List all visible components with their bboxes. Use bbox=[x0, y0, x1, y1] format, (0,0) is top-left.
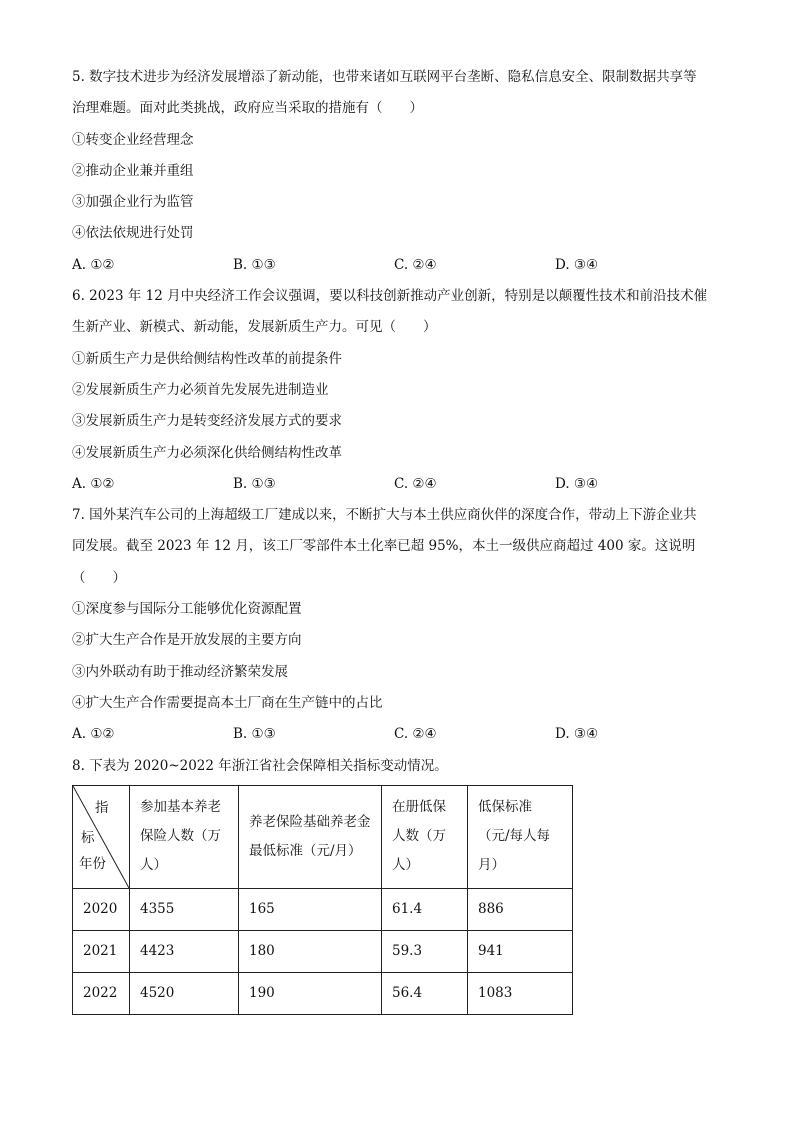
table-cell: 4355 bbox=[130, 888, 239, 930]
option-c[interactable]: C. ②④ bbox=[394, 256, 437, 273]
table-cell-year: 2020 bbox=[73, 888, 130, 930]
statement-item: ④依法依规进行处罚 bbox=[72, 225, 194, 242]
question-stem-line: 6. 2023 年 12 月中央经济工作会议强调，要以科技创新推动产业创新，特别是以颠覆性技术和前沿技术催 bbox=[72, 288, 708, 305]
table-row bbox=[73, 888, 573, 930]
table-cell: 4423 bbox=[130, 930, 239, 972]
table-cell: 1083 bbox=[468, 972, 573, 1014]
answer-options bbox=[72, 469, 732, 500]
diagonal-header-cell bbox=[73, 785, 130, 888]
corner-label-top: 标 bbox=[81, 829, 95, 846]
question-5 bbox=[72, 62, 732, 281]
table-cell: 941 bbox=[468, 930, 573, 972]
option-b[interactable]: B. ①③ bbox=[233, 726, 276, 743]
option-a[interactable]: A. ①② bbox=[72, 475, 115, 492]
question-stem-line: 同发展。截至 2023 年 12 月，该工厂零部件本土化率已超 95%，本土一级供应商超过 400 家。这说明 bbox=[72, 538, 696, 555]
statement-item: ①新质生产力是供给侧结构性改革的前提条件 bbox=[72, 350, 342, 367]
table-cell: 190 bbox=[239, 972, 382, 1014]
table-cell: 4520 bbox=[130, 972, 239, 1014]
option-d[interactable]: D. ③④ bbox=[555, 475, 599, 492]
option-a[interactable]: A. ①② bbox=[72, 256, 115, 273]
option-c[interactable]: C. ②④ bbox=[394, 726, 437, 743]
option-a[interactable]: A. ①② bbox=[72, 726, 115, 743]
statement-item: ④扩大生产合作需要提高本土厂商在生产链中的占比 bbox=[72, 694, 383, 711]
option-d[interactable]: D. ③④ bbox=[555, 726, 599, 743]
question-stem-line: 治理难题。面对此类挑战，政府应当采取的措施有（ ） bbox=[72, 100, 423, 117]
statement-item: ③内外联动有助于推动经济繁荣发展 bbox=[72, 663, 288, 680]
corner-label-bottom: 年份 bbox=[79, 855, 106, 872]
exam-page bbox=[72, 62, 732, 1015]
question-7 bbox=[72, 500, 732, 750]
column-header: 在册低保人数（万人） bbox=[382, 785, 468, 888]
question-6 bbox=[72, 281, 732, 500]
column-header: 参加基本养老保险人数（万人） bbox=[130, 785, 239, 888]
option-c[interactable]: C. ②④ bbox=[394, 475, 437, 492]
question-8 bbox=[72, 751, 732, 1015]
statement-item: ③发展新质生产力是转变经济发展方式的要求 bbox=[72, 413, 342, 430]
question-stem-line: 5. 数字技术进步为经济发展增添了新动能，也带来诸如互联网平台垄断、隐私信息安全、限制数据共享等 bbox=[72, 69, 697, 85]
column-header: 低保标准（元/每人每月） bbox=[468, 785, 573, 888]
corner-label-top: 指 bbox=[95, 799, 109, 816]
statement-item: ②发展新质生产力必须首先发展先进制造业 bbox=[72, 381, 329, 398]
answer-options bbox=[72, 250, 732, 281]
statement-item: ②扩大生产合作是开放发展的主要方向 bbox=[72, 632, 302, 649]
column-header: 养老保险基础养老金最低标准（元/月） bbox=[239, 785, 382, 888]
statement-item: ②推动企业兼并重组 bbox=[72, 162, 194, 179]
table-cell: 61.4 bbox=[382, 888, 468, 930]
statement-item: ①深度参与国际分工能够优化资源配置 bbox=[72, 601, 302, 618]
question-stem-line: （ ） bbox=[72, 569, 126, 586]
statement-item: ④发展新质生产力必须深化供给侧结构性改革 bbox=[72, 444, 342, 461]
table-cell: 59.3 bbox=[382, 930, 468, 972]
question-stem-line: 生新产业、新模式、新动能，发展新质生产力。可见（ ） bbox=[72, 319, 437, 336]
table-cell: 886 bbox=[468, 888, 573, 930]
answer-options bbox=[72, 719, 732, 750]
statement-item: ③加强企业行为监管 bbox=[72, 194, 194, 211]
table-cell-year: 2022 bbox=[73, 972, 130, 1014]
table-row bbox=[73, 930, 573, 972]
table-cell: 56.4 bbox=[382, 972, 468, 1014]
question-stem-line: 8. 下表为 2020~2022 年浙江省社会保障相关指标变动情况。 bbox=[72, 757, 448, 774]
option-b[interactable]: B. ①③ bbox=[233, 475, 276, 492]
table-header-row bbox=[73, 785, 573, 888]
option-d[interactable]: D. ③④ bbox=[555, 256, 599, 273]
question-stem-line: 7. 国外某汽车公司的上海超级工厂建成以来，不断扩大与本土供应商伙伴的深度合作，带动上下游企业共 bbox=[72, 507, 697, 524]
table-cell: 180 bbox=[239, 930, 382, 972]
table-cell-year: 2021 bbox=[73, 930, 130, 972]
option-b[interactable]: B. ①③ bbox=[233, 256, 276, 273]
table-cell: 165 bbox=[239, 888, 382, 930]
social-security-table bbox=[72, 785, 573, 1015]
table-row bbox=[73, 972, 573, 1014]
statement-item: ①转变企业经营理念 bbox=[72, 131, 194, 148]
